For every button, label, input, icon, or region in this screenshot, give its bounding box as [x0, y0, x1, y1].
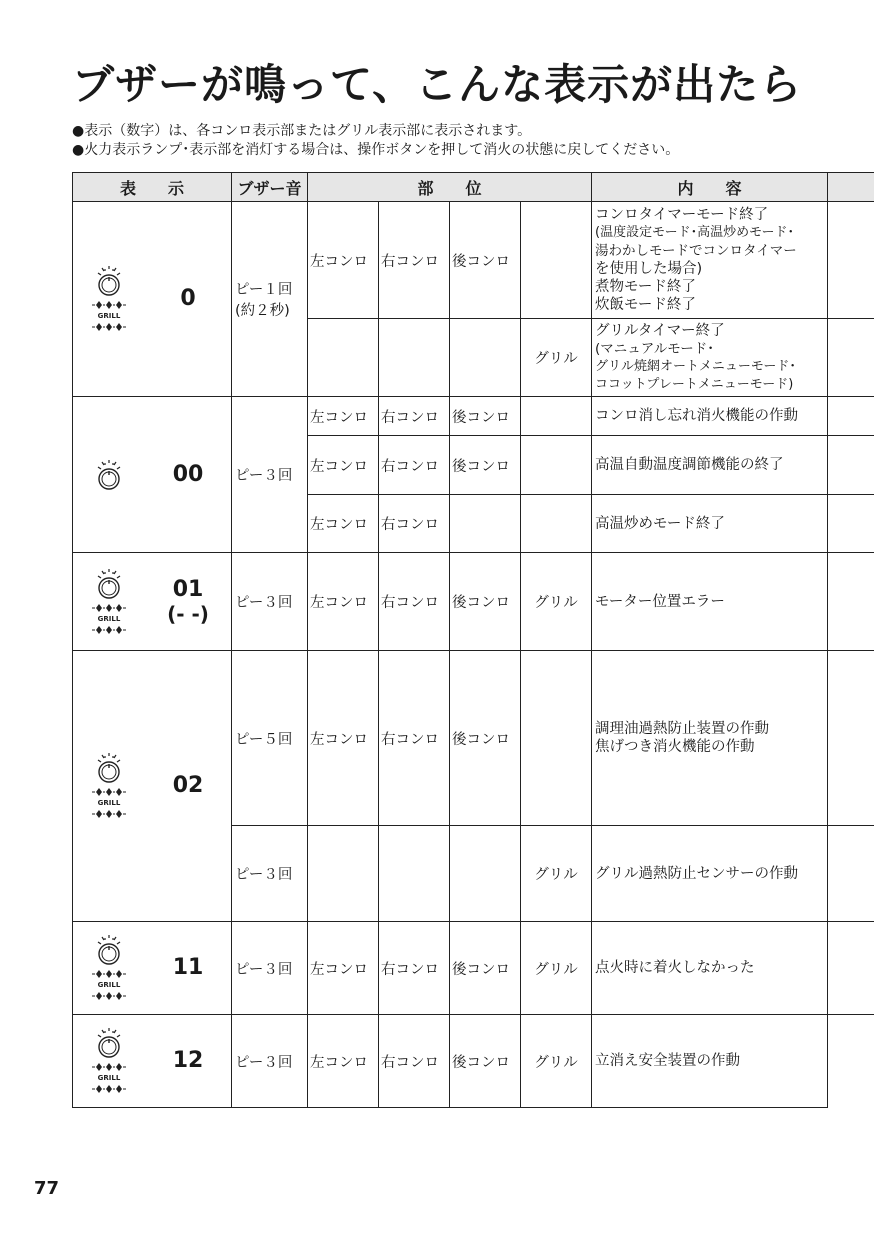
table-row — [73, 922, 874, 1015]
content-cell: モーター位置エラー — [592, 553, 828, 651]
burner-lamp-icon — [94, 752, 124, 784]
part-left: 左コンロ — [308, 397, 379, 436]
grill-lamp-icon — [89, 602, 129, 636]
part-empty — [450, 319, 521, 397]
part-rear: 後コンロ — [450, 922, 521, 1015]
part-right: 右コンロ — [379, 202, 450, 319]
header-buzzer: ブザー音 — [232, 173, 308, 202]
part-left: 左コンロ — [308, 202, 379, 319]
part-grill: グリル — [521, 826, 592, 922]
blank-cell — [828, 922, 874, 1015]
note-line: ●表示（数字）は、各コンロ表示部またはグリル表示部に表示されます。 — [72, 123, 532, 139]
content-line: (温度設定モード･高温炒めモード･ — [595, 225, 795, 240]
display-cell — [73, 922, 232, 1015]
buzzer-cell: ピー３回 — [232, 1015, 308, 1108]
blank-cell — [828, 436, 874, 495]
buzzer-text: (約２秒) — [235, 303, 290, 319]
part-empty — [308, 826, 379, 922]
page-number: 77 — [34, 1178, 60, 1199]
content-cell: 点火時に着火しなかった — [592, 922, 828, 1015]
part-right: 右コンロ — [379, 495, 450, 553]
content-cell: グリル過熱防止センサーの作動 — [592, 826, 828, 922]
display-code: 02 — [172, 773, 204, 798]
content-cell: 立消え安全装置の作動 — [592, 1015, 828, 1108]
content-cell — [592, 319, 828, 397]
header-display: 表 示 — [73, 173, 232, 202]
part-empty — [521, 651, 592, 826]
part-empty — [521, 202, 592, 319]
display-code: 00 — [172, 461, 204, 487]
grill-icon-label: GRILL — [97, 799, 121, 807]
part-left: 左コンロ — [308, 495, 379, 553]
content-line: コンロタイマーモード終了 — [595, 207, 769, 223]
blank-cell — [828, 202, 874, 319]
display-code: 11 — [172, 955, 204, 980]
header-blank — [828, 173, 874, 202]
table-row — [73, 397, 874, 436]
note-line: ●火力表示ランプ･表示部を消灯する場合は、操作ボタンを押して消火の状態に戻してください。 — [72, 142, 680, 158]
content-cell: 高温自動温度調節機能の終了 — [592, 436, 828, 495]
part-grill: グリル — [521, 922, 592, 1015]
part-empty — [521, 436, 592, 495]
part-grill: グリル — [521, 1015, 592, 1108]
display-cell — [73, 553, 232, 651]
content-line: 調理油過熱防止装置の作動 — [595, 721, 770, 737]
blank-cell — [828, 1015, 874, 1108]
blank-cell — [828, 826, 874, 922]
burner-lamp-icon — [94, 568, 124, 600]
content-line: グリルタイマー終了 — [595, 322, 725, 339]
display-code: 01 — [172, 576, 204, 602]
content-cell — [592, 202, 828, 319]
burner-lamp-icon — [94, 1027, 124, 1059]
burner-lamp-icon — [94, 459, 124, 491]
content-line: グリル焼網オートメニューモード･ — [595, 358, 796, 374]
grill-lamp-icon — [89, 786, 129, 820]
header-content: 内 容 — [592, 173, 828, 202]
content-line: 炊飯モード終了 — [595, 297, 696, 313]
grill-lamp-icon — [89, 1061, 129, 1095]
table-row — [73, 651, 874, 826]
part-grill: グリル — [521, 553, 592, 651]
part-right: 右コンロ — [379, 1015, 450, 1108]
burner-lamp-icon — [94, 934, 124, 966]
part-left: 左コンロ — [308, 436, 379, 495]
part-right: 右コンロ — [379, 651, 450, 826]
part-right: 右コンロ — [379, 397, 450, 436]
content-line: 湯わかしモードでコンロタイマー — [595, 243, 797, 259]
part-empty — [450, 826, 521, 922]
content-cell: 高温炒めモード終了 — [592, 495, 828, 553]
grill-icon-label: GRILL — [97, 312, 121, 320]
table-row — [73, 202, 874, 319]
display-code: 12 — [172, 1048, 204, 1073]
header-part: 部 位 — [308, 173, 592, 202]
buzzer-cell — [232, 202, 308, 397]
buzzer-cell: ピー３回 — [232, 553, 308, 651]
blank-cell — [828, 651, 874, 826]
content-line: 煮物モード終了 — [595, 279, 696, 295]
grill-lamp-icon — [89, 968, 129, 1002]
part-empty — [379, 826, 450, 922]
part-empty — [379, 319, 450, 397]
content-line: 焦げつき消火機能の作動 — [595, 739, 755, 755]
part-left: 左コンロ — [308, 1015, 379, 1108]
part-rear: 後コンロ — [450, 651, 521, 826]
grill-icon-label: GRILL — [97, 981, 121, 989]
content-line: を使用した場合) — [595, 261, 703, 277]
buzzer-cell: ピー５回 — [232, 651, 308, 826]
buzzer-cell: ピー３回 — [232, 826, 308, 922]
display-cell — [73, 397, 232, 553]
content-cell — [592, 651, 828, 826]
content-cell: コンロ消し忘れ消火機能の作動 — [592, 397, 828, 436]
part-right: 右コンロ — [379, 436, 450, 495]
table-row — [73, 553, 874, 651]
part-right: 右コンロ — [379, 922, 450, 1015]
part-rear: 後コンロ — [450, 397, 521, 436]
grill-icon-label: GRILL — [97, 1074, 121, 1082]
grill-lamp-icon — [89, 299, 129, 333]
notes — [72, 122, 679, 160]
display-code-alt: (- -) — [167, 601, 209, 626]
part-empty — [521, 495, 592, 553]
table-header-row — [73, 173, 874, 202]
part-empty — [521, 397, 592, 436]
buzzer-cell: ピー３回 — [232, 397, 308, 553]
part-left: 左コンロ — [308, 553, 379, 651]
part-rear: 後コンロ — [450, 553, 521, 651]
part-right: 右コンロ — [379, 553, 450, 651]
display-cell — [73, 651, 232, 922]
part-rear: 後コンロ — [450, 202, 521, 319]
buzzer-text: ピー１回 — [235, 282, 293, 298]
content-line: ココットプレートメニューモード) — [595, 376, 794, 392]
blank-cell — [828, 495, 874, 553]
buzzer-cell: ピー３回 — [232, 922, 308, 1015]
error-display-table — [72, 172, 874, 1108]
display-cell — [73, 202, 232, 397]
part-rear: 後コンロ — [450, 1015, 521, 1108]
part-rear: 後コンロ — [450, 436, 521, 495]
part-left: 左コンロ — [308, 922, 379, 1015]
blank-cell — [828, 553, 874, 651]
burner-lamp-icon — [94, 265, 124, 297]
blank-cell — [828, 319, 874, 397]
display-cell — [73, 1015, 232, 1108]
blank-cell — [828, 397, 874, 436]
part-empty — [308, 319, 379, 397]
part-empty — [450, 495, 521, 553]
display-code: 0 — [180, 286, 196, 311]
part-grill: グリル — [521, 319, 592, 397]
part-left: 左コンロ — [308, 651, 379, 826]
table-row — [73, 1015, 874, 1108]
grill-icon-label: GRILL — [97, 614, 121, 623]
page-title: ブザーが鳴って、こんな表示が出たら — [72, 60, 803, 109]
content-line: (マニュアルモード･ — [595, 340, 714, 357]
